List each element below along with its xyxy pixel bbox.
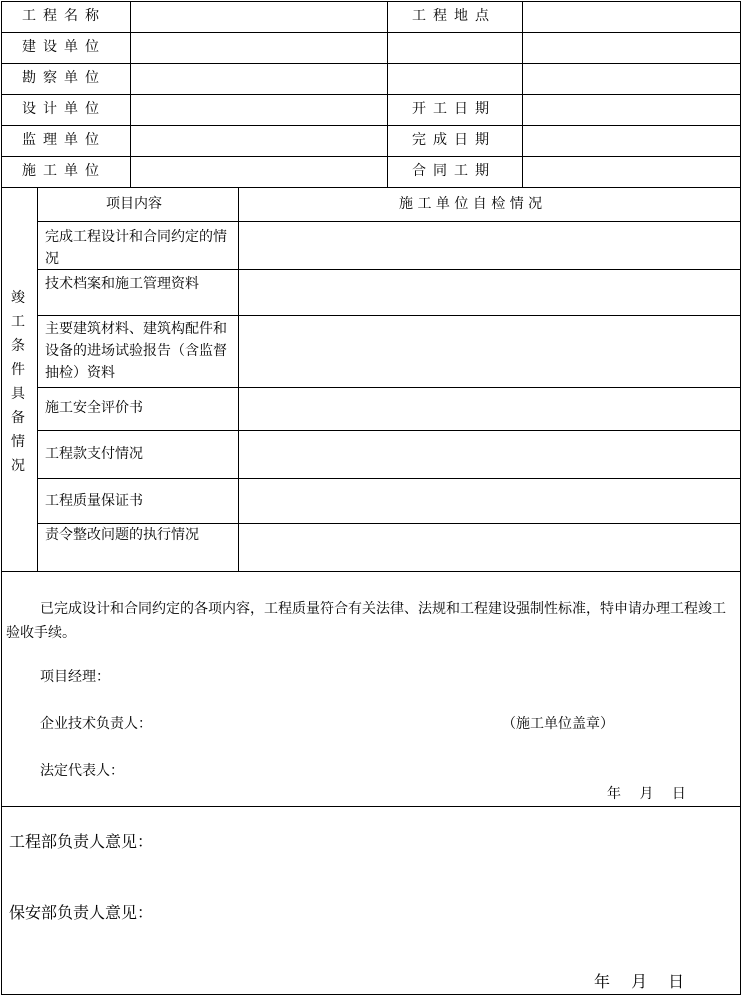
label-security-dept-opinion: 保安部负责人意见： bbox=[9, 903, 154, 922]
row-divider bbox=[37, 478, 741, 479]
condition-item: 施工安全评价书 bbox=[45, 400, 143, 416]
border-top bbox=[1, 1, 741, 2]
declaration-paragraph: 已完成设计和合同约定的各项内容，工程质量符合有关法律、法规和工程建设强制性标准，特申请办理工程竣工验收手续。 bbox=[6, 601, 726, 641]
label-project-manager: 项目经理： bbox=[40, 669, 110, 685]
declaration-date: 年 月 日 bbox=[607, 786, 686, 802]
section-divider bbox=[1, 571, 741, 572]
row-divider bbox=[1, 125, 741, 126]
border-right bbox=[740, 1, 741, 995]
label-construction-owner: 建设单位 bbox=[22, 39, 106, 55]
row-divider bbox=[37, 387, 741, 388]
label-project-location: 工程地点 bbox=[412, 8, 496, 24]
label-start-date: 开工日期 bbox=[412, 101, 496, 117]
label-engineering-dept-opinion: 工程部负责人意见： bbox=[9, 832, 154, 851]
col-divider bbox=[130, 1, 131, 187]
row-divider bbox=[37, 315, 741, 316]
label-completion-date: 完成日期 bbox=[412, 132, 496, 148]
contractor-seal-note: （施工单位盖章） bbox=[502, 716, 614, 732]
row-divider bbox=[1, 32, 741, 33]
row-divider bbox=[1, 187, 741, 188]
label-supervision-unit: 监理单位 bbox=[22, 132, 106, 148]
label-tech-lead: 企业技术负责人： bbox=[40, 716, 152, 732]
condition-item: 技术档案和施工管理资料 bbox=[45, 276, 199, 292]
condition-item: 责令整改问题的执行情况 bbox=[45, 527, 199, 543]
row-divider bbox=[37, 523, 741, 524]
condition-item: 工程款支付情况 bbox=[45, 446, 143, 462]
col-divider bbox=[387, 1, 388, 187]
section-divider bbox=[1, 806, 741, 807]
label-design-unit: 设计单位 bbox=[22, 101, 106, 117]
opinion-date: 年 月 日 bbox=[594, 972, 685, 991]
label-survey-unit: 勘察单位 bbox=[22, 70, 106, 86]
label-legal-representative: 法定代表人： bbox=[40, 763, 124, 779]
row-divider bbox=[1, 156, 741, 157]
condition-item: 工程质量保证书 bbox=[45, 493, 143, 509]
label-project-name: 工程名称 bbox=[22, 8, 106, 24]
label-contractor: 施工单位 bbox=[22, 163, 106, 179]
condition-item: 主要建筑材料、建筑构配件和设备的进场试验报告（含监督抽检）资料 bbox=[45, 321, 227, 381]
col-header-self-check: 施 工 单 位 自 检 情 况 bbox=[399, 196, 543, 212]
row-divider bbox=[37, 430, 741, 431]
col-divider bbox=[37, 187, 38, 571]
border-left bbox=[1, 1, 2, 995]
row-divider bbox=[37, 221, 741, 222]
label-contract-period: 合同工期 bbox=[412, 163, 496, 179]
col-header-item: 项目内容 bbox=[106, 196, 162, 212]
row-divider bbox=[1, 63, 741, 64]
condition-item: 完成工程设计和合同约定的情况 bbox=[45, 229, 227, 267]
side-label-completion-conditions: 竣 工 条 件 具 备 情 况 bbox=[11, 290, 25, 474]
border-bottom bbox=[1, 994, 741, 995]
row-divider bbox=[1, 94, 741, 95]
col-divider bbox=[238, 187, 239, 571]
col-divider bbox=[522, 1, 523, 187]
